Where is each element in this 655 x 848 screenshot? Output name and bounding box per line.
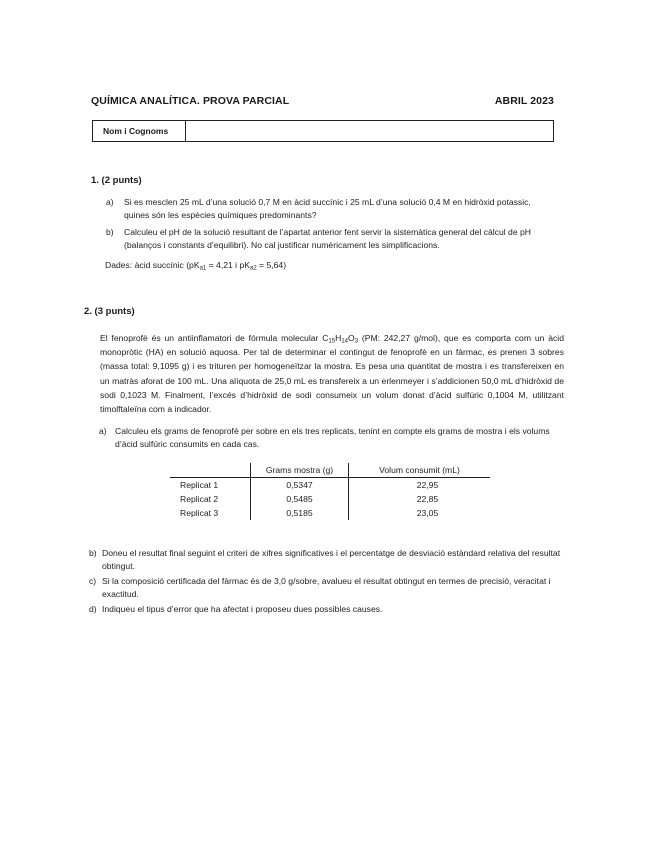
table-header [170,463,251,478]
q2-b-marker: b) [89,548,97,558]
q1-b-text: Calculeu el pH de la solució resultant de l’apartat anterior fent servir la sistemàtica general del càlcul de pH (balanços i constants d’equilibri). No cal justificar numèricament les simplificacions. [124,227,531,250]
table-cell: 0,5347 [251,478,349,493]
q2-heading: 2. (3 punts) [84,306,135,317]
q2-intro: El fenoprofè és un antiinflamatori de fórmula molecular $C_{15}H_{14}O_3$ (PM: 242,27 g/mol), que es comporta com un àcid monopròtic (HA) en solució aquosa. Per tal de determinar el contingut de fenoprofè en un fàrmac, es prenen 3 sobres (massa total: 9,1095 g) i es trituren per homogeneïtzar la mostra. Es pesa una quantitat de mostra i es transfereixen en un matràs aforat de 100 mL. Una alíquota de 25,0 mL es transfereix a un erlenmeyer i s’addicionen 50,0 mL d’hidròxid de sodi 0,1023 M. Finalment, l’excés d’hidròxid de sodi consumeix un volum donat d’àcid sulfúric 0,1004 M, utilitzant timolftaleïna com a indicador. [100,333,564,415]
q1-a-marker: a) [106,197,114,207]
exam-title: QUÍMICA ANALÍTICA. PROVA PARCIAL [91,95,290,107]
exam-date: ABRIL 2023 [494,95,554,107]
table-row [170,492,490,506]
table-cell: 0,5185 [251,506,349,520]
q2-c-marker: c) [89,576,97,586]
table-header: Volum consumit (mL) [349,463,491,478]
q2-a-marker: a) [99,426,107,436]
table-cell: Replicat 3 [180,508,219,518]
q1-part-a [106,196,558,222]
table-header: Grams mostra (g) [251,463,349,478]
q1-heading: 1. (2 punts) [91,175,142,186]
q2-part-a [99,425,565,451]
table-cell: Replicat 1 [180,480,219,490]
q1-a-text: Si es mesclen 25 mL d’una solució 0,7 M en àcid succínic i 25 mL d’una solució 0,4 M en hidròxid potassic, quines són les espècies químiques predominants? [124,197,531,220]
name-box [92,120,554,142]
table-cell: 23,05 [349,506,491,520]
q1-b-marker: b) [106,227,114,237]
table-cell: Replicat 2 [180,494,219,504]
q2-c-text: Si la composició certificada del fàrmac és de 3,0 g/sobre, avalueu el resultat obtingut en termes de precisió, veracitat i exactitud. [102,576,551,599]
q1-data: Dades: àcid succínic ($pK_{a1} = 4,21$ i $pK_{a2} = 5,64$) [105,260,287,272]
table-header-row [170,463,490,478]
q2-b-text: Doneu el resultat final seguint el criteri de xifres significatives i el percentatge de desviació estàndard relativa del resultat obtingut. [102,548,561,571]
name-field[interactable] [186,121,553,141]
q2-part-d [89,603,565,616]
table-row [170,478,490,493]
name-label: Nom i Cognoms [93,121,186,141]
table-row [170,506,490,520]
q1-part-b [106,226,558,252]
q2-d-marker: d) [89,604,97,614]
q2-d-text: Indiqueu el tipus d’error que ha afectat i proposeu dues possibles causes. [102,604,383,614]
q2-part-c [89,575,565,601]
q2-a-text: Calculeu els grams de fenoprofè per sobre en els tres replicats, tenint en compte els grams de mostra i els volums d’àcid sulfúric consumits en cada cas. [115,426,550,449]
table-cell: 0,5485 [251,492,349,506]
replicates-table [170,463,490,520]
table-cell: 22,95 [349,478,491,493]
q2-part-b [89,547,565,573]
table-cell: 22,85 [349,492,491,506]
